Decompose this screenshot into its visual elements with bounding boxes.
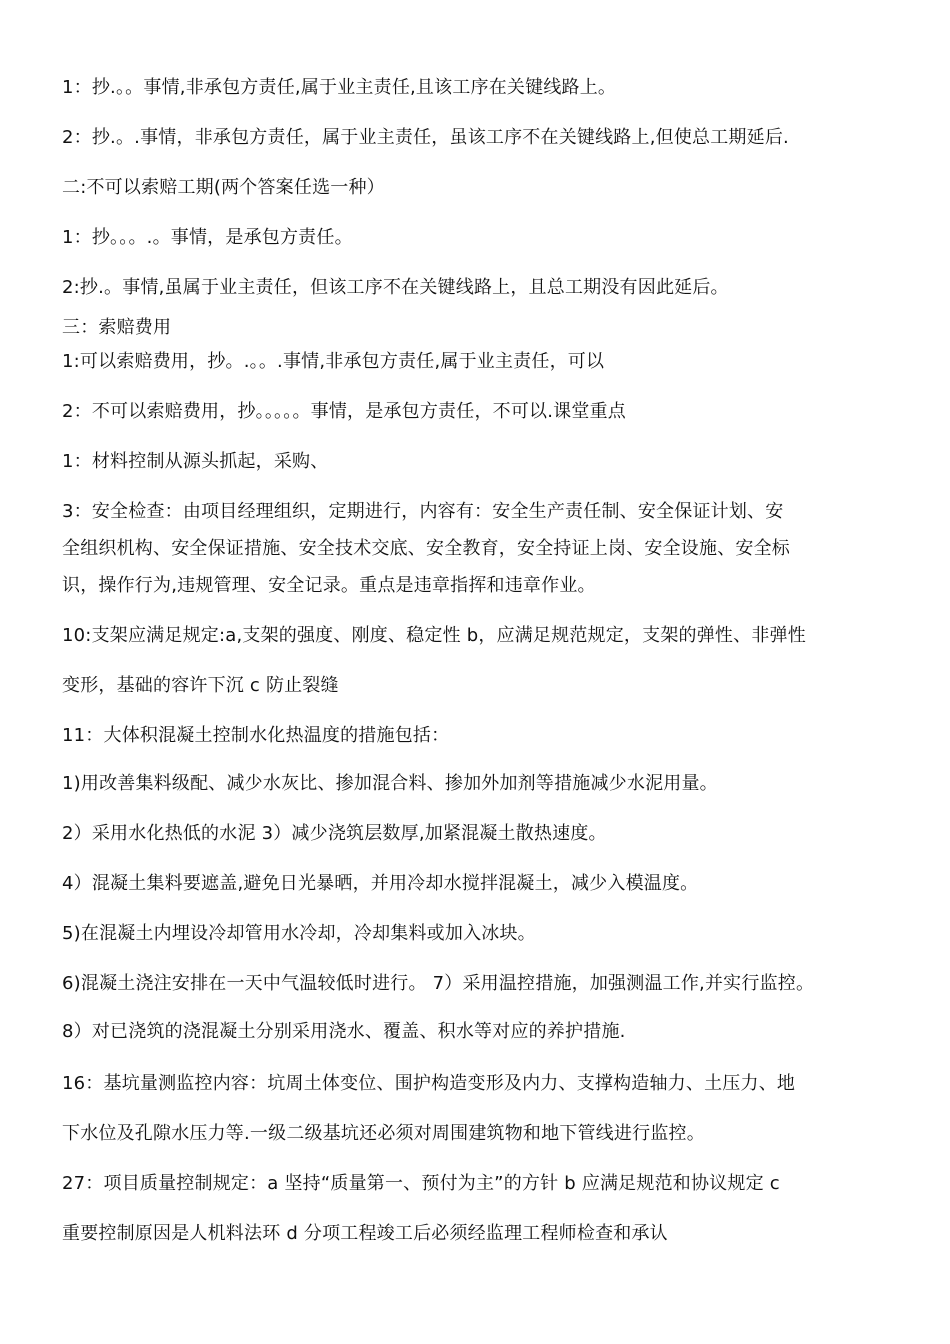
text-line: 1：抄.。。事情,非承包方责任,属于业主责任,且该工序在关键线路上。 xyxy=(62,77,617,98)
text-line: 1)用改善集料级配、减少水灰比、掺加混合料、掺加外加剂等措施减少水泥用量。 xyxy=(62,773,718,794)
text-line: 4）混凝土集料要遮盖,避免日光暴晒，并用冷却水搅拌混凝土，减少入模温度。 xyxy=(62,873,699,894)
text-line: 16：基坑量测监控内容：坑周土体变位、围护构造变形及内力、支撑构造轴力、土压力、地 xyxy=(62,1073,796,1094)
text-line: 27：项目质量控制规定：a 坚持“质量第一、预付为主”的方针 b 应满足规范和协议规定 c xyxy=(62,1173,780,1194)
text-line: 下水位及孔隙水压力等.一级二级基坑还必须对周围建筑物和地下管线进行监控。 xyxy=(62,1123,705,1144)
text-line: 2）采用水化热低的水泥 3）减少浇筑层数厚,加紧混凝土散热速度。 xyxy=(62,823,607,844)
text-line: 3：安全检查：由项目经理组织，定期进行，内容有：安全生产责任制、安全保证计划、安 xyxy=(62,501,784,522)
text-line: 1:可以索赔费用，抄。.。。.事情,非承包方责任,属于业主责任，可以 xyxy=(62,351,605,372)
text-line: 10:支架应满足规定:a,支架的强度、刚度、稳定性 b，应满足规范规定，支架的弹性、非弹性 xyxy=(62,625,806,646)
text-line: 变形，基础的容许下沉 c 防止裂缝 xyxy=(62,675,339,696)
text-line: 5)在混凝土内埋设冷却管用水冷却，冷却集料或加入冰块。 xyxy=(62,923,536,944)
text-line: 2：不可以索赔费用，抄。。。。。事情，是承包方责任，不可以.课堂重点 xyxy=(62,401,626,422)
text-line: 8）对已浇筑的浇混凝土分别采用浇水、覆盖、积水等对应的养护措施. xyxy=(62,1021,626,1042)
text-line: 11：大体积混凝土控制水化热温度的措施包括： xyxy=(62,725,450,746)
text-line: 1：抄。。。.。事情，是承包方责任。 xyxy=(62,227,353,248)
text-line: 1：材料控制从源头抓起，采购、 xyxy=(62,451,329,472)
text-line: 6)混凝土浇注安排在一天中气温较低时进行。 7）采用温控措施，加强测温工作,并实行监控。 xyxy=(62,973,815,994)
section-heading: 三：索赔费用 xyxy=(62,317,172,338)
text-line: 2:抄.。事情,虽属于业主责任，但该工序不在关键线路上，且总工期没有因此延后。 xyxy=(62,277,729,298)
text-line: 全组织机构、安全保证措施、安全技术交底、安全教育，安全持证上岗、安全设施、安全标 xyxy=(62,538,790,559)
text-line: 二:不可以索赔工期(两个答案任选一种） xyxy=(62,177,385,198)
text-line: 重要控制原因是人机料法环 d 分项工程竣工后必须经监理工程师检查和承认 xyxy=(62,1223,668,1244)
text-line: 识，操作行为,违规管理、安全记录。重点是违章指挥和违章作业。 xyxy=(62,575,596,596)
text-line: 2：抄.。.事情，非承包方责任，属于业主责任，虽该工序不在关键线路上,但使总工期延后. xyxy=(62,127,789,148)
